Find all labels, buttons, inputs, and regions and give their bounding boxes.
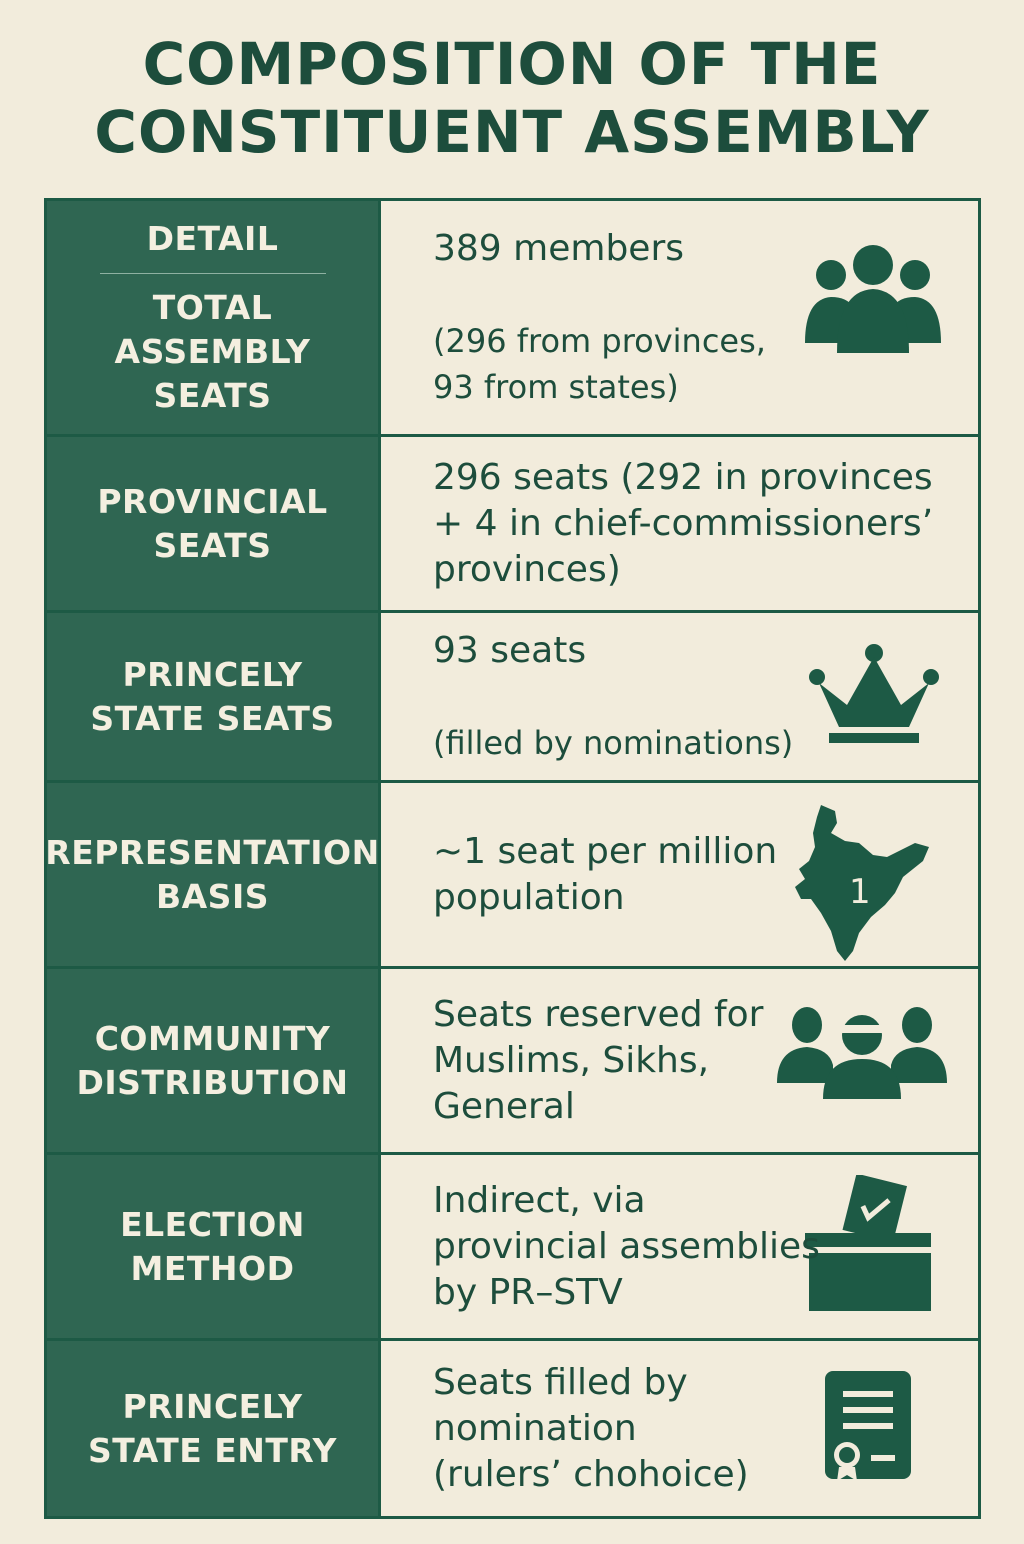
row-main-text: Seats filled by nomination (rulers’ chohoice): [433, 1361, 749, 1495]
table-row: [47, 969, 978, 1155]
row-value-cell: [381, 969, 978, 1152]
group-icon: [803, 241, 943, 361]
row-label: PRINCELY STATE ENTRY: [88, 1386, 337, 1470]
ballot-box-icon: [805, 1175, 935, 1315]
table-row: [47, 201, 978, 437]
community-group-icon: [777, 1003, 947, 1103]
header-divider: [100, 273, 326, 274]
row-label: COMMUNITY DISTRIBUTION: [76, 1018, 349, 1102]
table-row: [47, 613, 978, 783]
row-main-text: 93 seats: [433, 629, 587, 671]
crown-icon: [809, 643, 939, 753]
row-main-text: 389 members: [433, 227, 684, 269]
row-label-cell: [47, 437, 381, 610]
row-label-cell: [47, 783, 381, 966]
title-line-1: COMPOSITION OF THE: [142, 30, 882, 98]
row-label: TOTAL ASSEMBLY SEATS: [114, 288, 311, 415]
row-label-cell: [47, 613, 381, 780]
row-label: REPRESENTATION BASIS: [45, 832, 380, 916]
row-label-cell: [47, 969, 381, 1152]
table-row: [47, 783, 978, 969]
map-number: 1: [849, 872, 871, 912]
row-label-cell: [47, 1341, 381, 1516]
certificate-icon: [821, 1369, 917, 1485]
page-title: [0, 30, 1024, 166]
row-label: ELECTION METHOD: [120, 1204, 305, 1288]
row-label: PROVINCIAL SEATS: [97, 481, 328, 565]
row-label-cell: [47, 201, 381, 434]
row-sub-text: (296 from provinces, 93 from states): [433, 321, 766, 406]
row-main-text: ~1 seat per million population: [433, 830, 778, 918]
row-sub-text: (filled by nominations): [433, 723, 794, 762]
row-main-text: Indirect, via provincial assemblies by PR–STV: [433, 1179, 820, 1313]
row-value-cell: [381, 1155, 978, 1338]
india-map-icon: [791, 803, 941, 963]
row-main-text: Seats reserved for Muslims, Sikhs, General: [433, 993, 764, 1127]
row-value-cell: [381, 201, 978, 434]
row-label-cell: [47, 1155, 381, 1338]
table-row: [47, 1341, 978, 1516]
title-line-2: CONSTITUENT ASSEMBLY: [94, 98, 930, 166]
row-value-cell: [381, 783, 978, 966]
row-label: PRINCELY STATE SEATS: [90, 654, 335, 738]
composition-table: [44, 198, 981, 1519]
row-main-text: 296 seats (292 in provinces + 4 in chief-commissioners’ provinces): [433, 456, 934, 590]
detail-header: DETAIL: [146, 219, 279, 258]
row-value-cell: [381, 1341, 978, 1516]
